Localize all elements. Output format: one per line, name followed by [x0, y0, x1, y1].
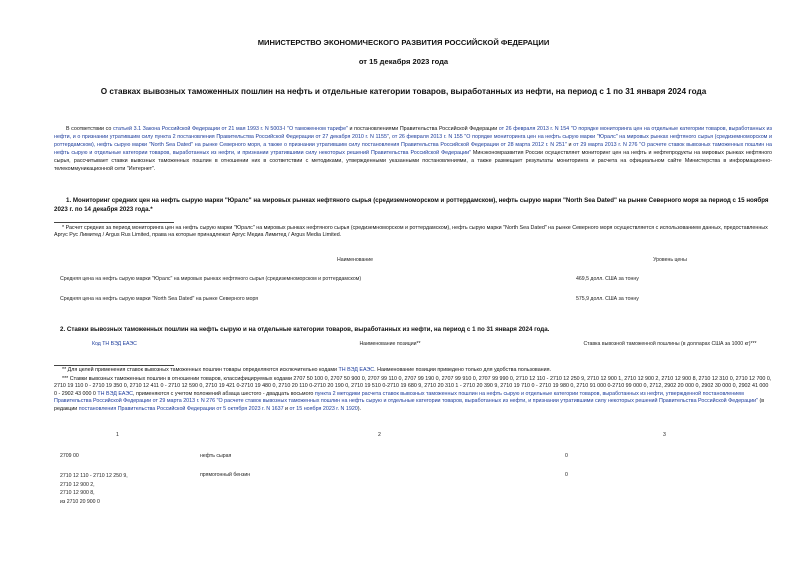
rate-row-code: 2709 00	[60, 453, 79, 459]
rate-row-code-list	[60, 472, 128, 506]
tnved-link[interactable]: ТН ВЭД ЕАЭС	[338, 367, 375, 373]
colnum-2: 2	[378, 432, 381, 438]
col-price-header: Уровень цены	[653, 257, 687, 263]
document-date: от 15 декабря 2023 года	[358, 57, 449, 66]
rate-row-code-line: из 2710 20 900 0	[60, 498, 100, 505]
resolution-1637-link[interactable]: постановления Правительства Российской Федерации от 5 октября 2023 г. N 1637	[78, 405, 284, 412]
col-position-header: Наименование позиции**	[359, 341, 421, 347]
footnote-divider	[54, 222, 174, 223]
colnum-1: 1	[116, 432, 119, 438]
section1-footnote: * Расчет средних за период мониторинга цен на нефть сырую марки "Юралс" на мировых рынках нефтяного сырья (средиземноморском и роттердамском), нефть сырую марки "North Sea Dated" на рынке Северного моря осуществляется с использованием данных, предоставленных Аргус Рус Лимитед / Argus Rus Limited, права на которые принадлежат Аргус Медиа Лимитед / Argus Media Limited.	[54, 225, 768, 239]
intro-text-3: ,	[388, 134, 391, 141]
rate-row-code-line: 2710 12 900 8,	[60, 490, 95, 497]
intro-text-4: и	[566, 142, 572, 149]
section2-heading: 2. Ставки вывозных таможенных пошлин на нефть сырую и на отдельные категории товаров, выработанных из нефти, на период с 1 по 31 января 2024 года.	[60, 326, 550, 333]
footnote-double-star: ** Для целей применения ставок вывозных таможенных пошлин товары определяются исключительно кодами ТН ВЭД ЕАЭС. Наименование позиции приведено только для удобства пользования.	[62, 367, 551, 373]
footnote-triple-star: *** Ставки вывозных таможенных пошлин в отношении товаров, классифицируемых кодами 2707 50 100 0, 2707 50 900 0, 2707 99 110 0, 2707 99 190 0, 2707 99 910 0, 2707 99 990 0, 2710 12 110 - 2710 12 250 9, 2710 12 900 1, 2710 12 900 2, 2710 12 900 8, 2710 12 310 0, 2710 12 700 0, 2710 19 110 0 - 2710 19 350 0, 2710 12 411 0 - 2710 12 590 0, 2710 19 421 0-2710 19 480 0, 2710 20 110 0-2710 20 190 0, 2710 19 510 0-2710 19 680 9, 2710 20 310 1 - 2710 20 390 9, 2710 19 710 0 - 2710 19 980 0, 2710 91 000 0-2710 99 000 0, 2712, 2902 20 000 0, 2902 30 000 0, 2902 41 000 0 - 2902 43 000 0 ТН ВЭД ЕАЭС, применяются с учетом положений абзаца шестого - двадцать восьмого пункта 2 методики расчета ставок вывозных таможенных пошлин на нефть сырую и отдельные категории товаров, выработанных из нефти, утвержденной постановлением Правительства Российской Федерации от 29 марта 2013 г. N 276 "О расчете ставок вывозных таможенных пошлин на нефть сырую и отдельные категории товаров, выработанных из нефти, и признании утратившими силу некоторых решений Правительства Российской Федерации" (в редакции постановления Правительства Российской Федерации от 5 октября 2023 г. N 1637 и от 15 ноября 2023 г. N 1920).	[54, 376, 772, 412]
rate-row-value: 0	[565, 453, 568, 459]
col-name-header: Наименование	[337, 257, 373, 263]
price-row-name: Средняя цена на нефть сырую марки "Юралс" на мировых рынках нефтяного сырья (средиземноморском и роттердамском)	[60, 276, 362, 282]
resolution-276-link[interactable]: от 29 марта 2013 г. N 276 "О расчете ставок вывозных таможенных пошлин на нефть сырую и отдельные категории товаров, выработанных из нефти, и признании утратившими силу некоторых решений Правительства Российской Федерации"	[54, 142, 772, 157]
law-link[interactable]: статьей 3.1 Закона Российской Федерации от 21 мая 1993 г. N 5003-I "О таможенном тарифе"	[112, 126, 348, 132]
document-title: О ставках вывозных таможенных пошлин на нефть и отдельные категории товаров, выработанных из нефти, на период с 1 по 31 января 2024 года	[100, 87, 707, 96]
rate-row-code-line: 2710 12 110 - 2710 12 250 9,	[60, 473, 128, 479]
intro-paragraph	[54, 125, 772, 174]
resolution-155-link[interactable]: от 26 февраля 2013 г. N 155 "О порядке мониторинга цен на нефть сырую марки "Юралс" на мировых рынках нефтяного сырья (средиземноморском и роттердамском), нефть сырую марки "North Sea Dated" на рынке Северного моря, а также о признании утратившим силу постановления Правительства Российской Федерации от 28 марта 2012 г. N 251"	[54, 134, 772, 149]
tnved-link[interactable]: ТН ВЭД ЕАЭС	[97, 390, 134, 397]
rate-row-name: прямогонный бензин	[200, 472, 251, 478]
section1-heading: 1. Мониторинг средних цен на нефть сырую марки "Юралс" на мировых рынках нефтяного сырья (средиземноморском и роттердамском), нефть сырую марки "North Sea Dated" на рынке Северного моря за период с 15 ноября 2023 г. по 14 декабря 2023 года.*	[54, 197, 769, 213]
intro-text-1: В соответствии со	[66, 126, 112, 132]
col-code-header[interactable]: Код ТН ВЭД ЕАЭС	[92, 341, 137, 347]
intro-text-5: Минэкономразвития России осуществляет мониторинг цен на нефть и нефтепродукты на мировых рынках нефтяного сырья, рассчитывает ставки вывозных таможенных пошлин в отношении них в соответствии с методиками, утвержденными указанными постановлениями, а также размещает результаты мониторинга и расчета на официальном сайте Министерства в информационно-телекоммуникационной сети "Интернет".	[54, 150, 772, 173]
rate-row-code-line: 2710 12 900 2,	[60, 481, 95, 488]
intro-text-2: и постановлениями Правительства Российской Федерации	[347, 126, 498, 132]
methodology-link[interactable]: пункта 2 методики расчета ставок вывозных таможенных пошлин на нефть сырую и отдельные категории товаров, выработанных из нефти, утвержденной постановлением Правительства Российской Федерации от 29 марта 2013 г. N 276 "О расчете ставок вывозных таможенных пошлин на нефть сырую и отдельные категории товаров, выработанных из нефти, и признании утратившими силу некоторых решений Правительства Российской Федерации"	[54, 390, 759, 405]
resolution-1920-link[interactable]: от 15 ноября 2023 г. N 1920	[289, 405, 358, 412]
price-row-value: 469,5 долл. США за тонну	[576, 276, 639, 282]
rate-row-value: 0	[565, 472, 568, 478]
footnote-divider-2	[54, 365, 174, 366]
price-row-value: 575,9 долл. США за тонну	[576, 296, 639, 302]
ministry-name: МИНИСТЕРСТВО ЭКОНОМИЧЕСКОГО РАЗВИТИЯ РОССИЙСКОЙ ФЕДЕРАЦИИ	[257, 38, 550, 47]
resolution-154-link[interactable]: от 26 февраля 2013 г. N 154 "О порядке мониторинга цен на отдельные категории товаров, выработанных из нефти, и о признании утратившим силу пункта 2 постановления Правительства Российской Федерации от 27 декабря 2010 г. N 1155"	[54, 126, 772, 141]
col-rate-header: Ставка вывозной таможенной пошлины (в долларах США за 1000 кг)***	[583, 341, 757, 347]
price-row-name: Средняя цена на нефть сырую марки "North Sea Dated" на рынке Северного моря	[60, 296, 259, 302]
rate-row-name: нефть сырая	[200, 453, 232, 459]
colnum-3: 3	[663, 432, 666, 438]
